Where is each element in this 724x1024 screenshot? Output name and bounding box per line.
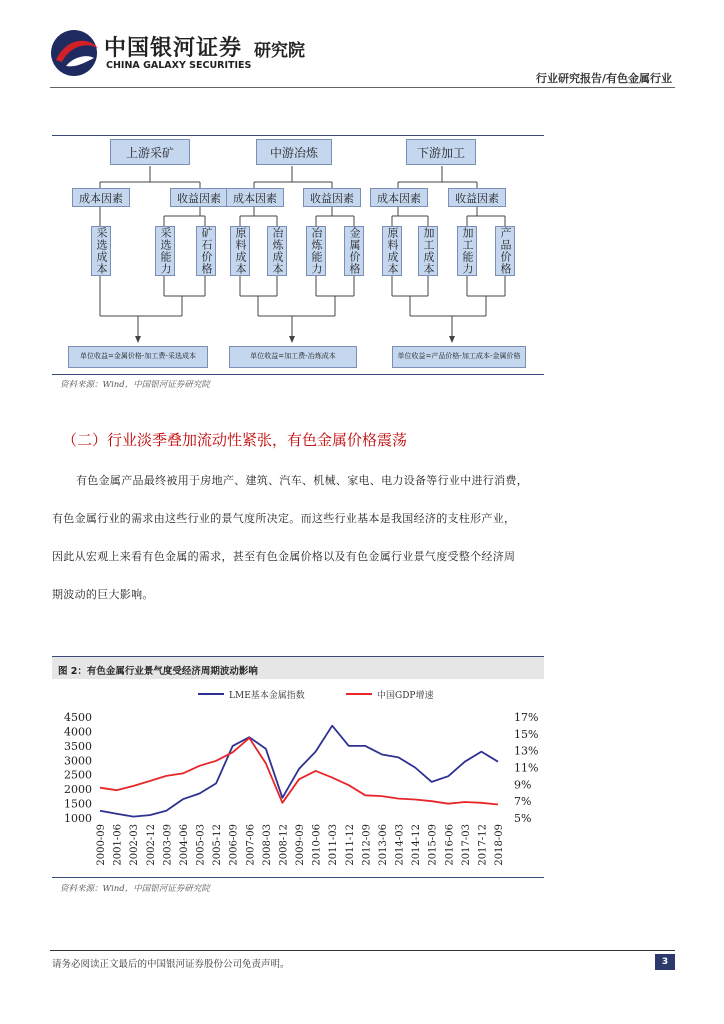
x-tick-label: 2011-12: [344, 824, 356, 866]
logo-institute: 研究院: [254, 41, 305, 61]
y-left-tick-label: 1500: [64, 797, 92, 811]
item-processing-capacity: 加工能力: [457, 226, 477, 276]
item-mining-cost: 采选成本: [91, 226, 111, 276]
x-tick-label: 2016-06: [444, 824, 456, 866]
x-tick-label: 2018-09: [494, 824, 505, 866]
item-smelting-cost: 冶炼成本: [267, 226, 287, 276]
x-tick-label: 2017-03: [460, 824, 472, 866]
x-tick-label: 2001-06: [112, 824, 124, 866]
x-tick-label: 2014-03: [394, 824, 406, 866]
x-tick-label: 2002-03: [129, 824, 141, 866]
page-number: 3: [655, 954, 675, 970]
footer-disclaimer: 请务必阅读正文最后的中国银河证券股份公司免责声明。: [52, 959, 290, 970]
factor-revenue: 收益因素: [448, 188, 506, 207]
paragraph-line: 有色金属产品最终被用于房地产、建筑、汽车、机械、家电、电力设备等行业中进行消费，: [76, 474, 528, 487]
y-left-tick-label: 2000: [64, 783, 92, 797]
x-tick-label: 2015-09: [427, 824, 439, 866]
item-ore-price: 矿石价格: [196, 226, 216, 276]
x-tick-label: 2003-09: [162, 824, 174, 866]
summary-downstream: 单位收益=产品价格-加工成本-金属价格: [392, 346, 526, 368]
x-tick-label: 2005-12: [212, 824, 224, 866]
y-right-tick-label: 11%: [514, 761, 539, 775]
factor-cost: 成本因素: [226, 188, 284, 207]
item-raw-material-cost: 原料成本: [382, 226, 402, 276]
stage-upstream-mining: 上游采矿: [110, 139, 190, 165]
x-tick-label: 2005-03: [195, 824, 207, 866]
y-right-tick-label: 9%: [514, 778, 532, 792]
item-processing-cost: 加工成本: [418, 226, 438, 276]
x-tick-label: 2000-09: [96, 824, 107, 866]
item-raw-material-cost: 原料成本: [230, 226, 250, 276]
footer-divider: [50, 950, 675, 951]
x-tick-label: 2008-03: [261, 824, 273, 866]
x-tick-label: 2014-12: [411, 824, 423, 866]
diagram-source: 资料来源：Wind，中国银河证券研究院: [60, 380, 210, 390]
summary-midstream: 单位收益=加工费-冶炼成本: [229, 346, 357, 368]
diagram-bottom-rule: [52, 374, 544, 375]
paragraph-line: 因此从宏观上来看有色金属的需求，甚至有色金属价格以及有色金属行业景气度受整个经济周: [52, 550, 516, 563]
header-divider: [50, 87, 675, 88]
factor-cost: 成本因素: [370, 188, 428, 207]
y-left-tick-label: 4000: [64, 725, 92, 739]
y-left-tick-label: 4500: [64, 711, 92, 724]
y-right-tick-label: 5%: [514, 812, 532, 825]
x-tick-label: 2002-12: [145, 824, 157, 866]
logo-english-name: CHINA GALAXY SECURITIES: [106, 60, 252, 71]
item-product-price: 产品价格: [495, 226, 515, 276]
paragraph-line: 期波动的巨大影响。: [52, 588, 154, 601]
x-tick-label: 2010-06: [311, 824, 323, 866]
x-tick-label: 2006-09: [228, 824, 240, 866]
figure-title: 图 2：有色金属行业景气度受经济周期波动影响: [58, 666, 258, 677]
y-left-tick-label: 1000: [64, 812, 92, 825]
x-tick-label: 2008-12: [278, 824, 290, 866]
report-type: 行业研究报告/有色金属行业: [535, 72, 672, 85]
factor-revenue: 收益因素: [170, 188, 228, 207]
x-tick-label: 2011-03: [328, 824, 340, 866]
series-line-gdp: [100, 738, 498, 805]
galaxy-logo-icon: [48, 28, 100, 78]
chart-lme-vs-gdp: [52, 682, 544, 874]
y-left-tick-label: 2500: [64, 768, 92, 782]
legend-label-lme: LME基本金属指数: [229, 691, 305, 701]
y-right-tick-label: 7%: [514, 795, 532, 809]
summary-upstream: 单位收益=金属价格-加工费-采选成本: [68, 346, 208, 368]
y-left-tick-label: 3500: [64, 739, 92, 753]
item-mining-capacity: 采选能力: [155, 226, 175, 276]
logo-chinese-name: 中国银河证券: [104, 36, 243, 61]
y-right-tick-label: 15%: [514, 727, 539, 741]
x-tick-label: 2017-12: [477, 824, 489, 866]
chart-legend: [198, 689, 433, 701]
y-right-tick-label: 17%: [514, 711, 539, 724]
stage-midstream-smelting: 中游冶炼: [256, 139, 332, 165]
x-tick-label: 2009-09: [295, 824, 306, 866]
x-tick-label: 2012-09: [361, 824, 373, 866]
section-title: （二）行业淡季叠加流动性紧张，有色金属价格震荡: [62, 431, 408, 449]
stage-downstream-processing: 下游加工: [406, 139, 476, 165]
legend-label-gdp: 中国GDP增速: [377, 691, 434, 701]
x-tick-label: 2004-06: [178, 824, 190, 866]
figure-bottom-rule: [52, 877, 544, 878]
y-left-tick-label: 3000: [64, 754, 92, 768]
figure-source: 资料来源：Wind，中国银河证券研究院: [60, 884, 210, 894]
item-smelting-capacity: 冶炼能力: [306, 226, 326, 276]
x-tick-label: 2007-06: [245, 824, 257, 866]
factor-cost: 成本因素: [72, 188, 130, 207]
item-metal-price: 金属价格: [344, 226, 364, 276]
paragraph-line: 有色金属行业的需求由这些行业的景气度所决定。而这些行业基本是我国经济的支柱形产业，: [52, 512, 516, 525]
x-tick-label: 2013-06: [377, 824, 389, 866]
factor-revenue: 收益因素: [303, 188, 361, 207]
y-right-tick-label: 13%: [514, 744, 539, 758]
